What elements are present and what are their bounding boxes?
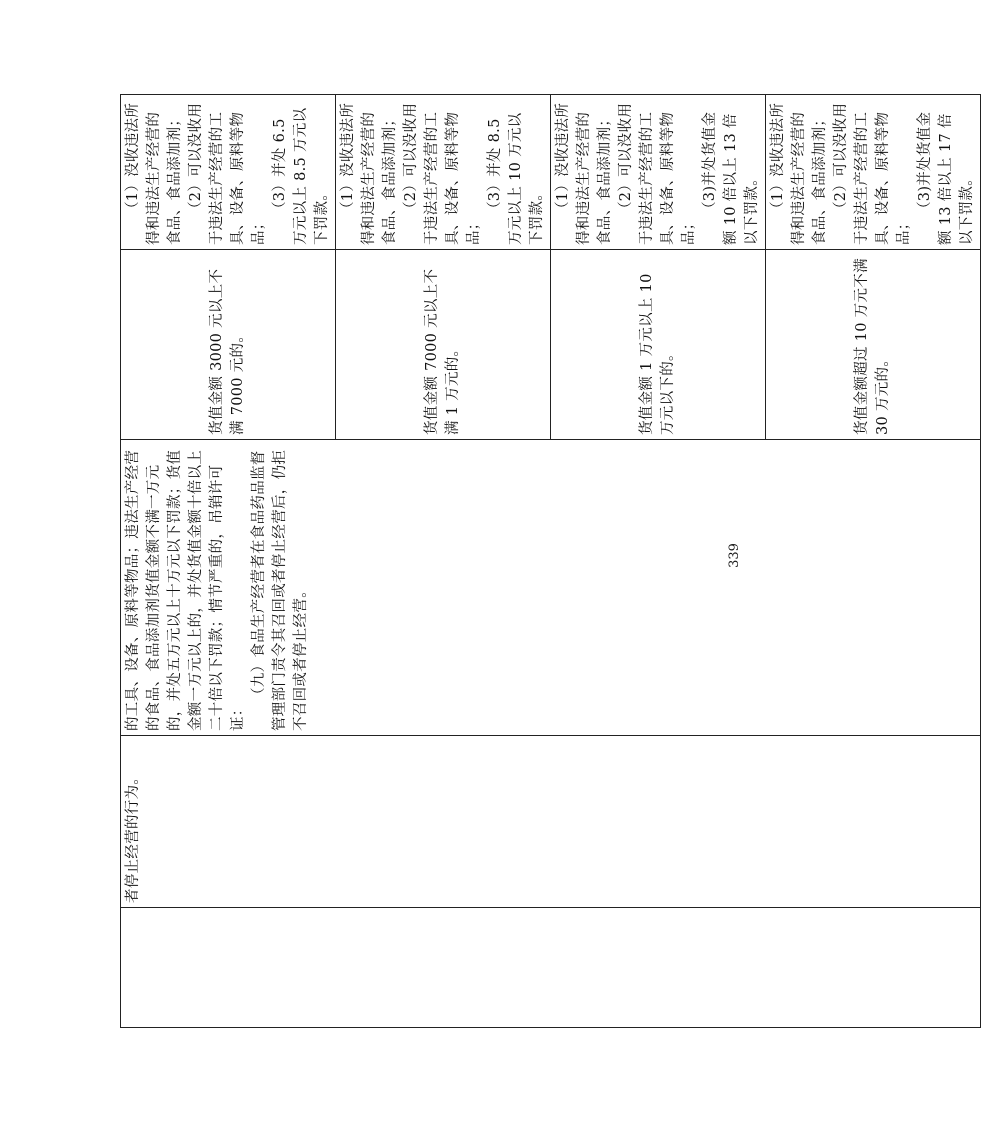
circumstance-text: 货值金额超过 10 万元不满 30 万元的。 bbox=[854, 258, 891, 435]
standard-cell bbox=[766, 95, 981, 250]
behavior-text: 者停止经营的行为。 bbox=[125, 769, 141, 903]
standard-item: （2）可以没收用于违法生产经营的工具、设备、原料等物品； bbox=[618, 102, 697, 245]
table-row bbox=[121, 95, 336, 1028]
standard-item: （1）没收违法所得和违法生产经营的食品、食品添加剂； bbox=[340, 102, 398, 245]
standard-cell bbox=[121, 95, 336, 250]
standard-item: （1）没收违法所得和违法生产经营的食品、食品添加剂； bbox=[770, 102, 828, 245]
standard-item: （1）没收违法所得和违法生产经营的食品、食品添加剂； bbox=[125, 102, 183, 245]
circumstance-text: 货值金额 1 万元以上 10 万元以下的。 bbox=[639, 273, 676, 435]
circumstance-cell bbox=[551, 250, 766, 440]
standard-item: （2）可以没收用于违法生产经营的工具、设备、原料等物品； bbox=[403, 102, 482, 245]
standard-item: （2）可以没收用于违法生产经营的工具、设备、原料等物品； bbox=[188, 102, 267, 245]
circumstance-text: 货值金额 7000 元以上不满 1 万元的。 bbox=[424, 268, 461, 435]
standard-item: （3)并处货值金额 10 倍以上 13 倍以下罚款。 bbox=[702, 111, 760, 245]
basis-paragraph-2: （九）食品生产经营者在食品药品监督管理部门责令其召回或者停止经营后，仍拒不召回或者停止经营。 bbox=[251, 449, 309, 731]
standard-item: （3）并处 6.5 万元以上 8.5 万元以下罚款。 bbox=[272, 107, 330, 245]
standard-item: （1）没收违法所得和违法生产经营的食品、食品添加剂； bbox=[555, 102, 613, 245]
circumstance-cell bbox=[336, 250, 551, 440]
standard-item: （3）并处 8.5 万元以上 10 万元以下罚款。 bbox=[487, 112, 545, 245]
circumstance-cell bbox=[121, 250, 336, 440]
behavior-cell bbox=[121, 736, 981, 908]
circumstance-text: 货值金额 3000 元以上不满 7000 元的。 bbox=[209, 268, 246, 435]
standard-item: （3)并处货值金额 13 倍以上 17 倍以下罚款。 bbox=[917, 111, 975, 245]
blank-cell bbox=[121, 908, 981, 1028]
basis-paragraph-1: 的工具、设备、原料等物品；违法生产经营的食品、食品添加剂货值金额不满一万元的，并处五万元以上十万元以下罚款；货值金额一万元以上的，并处货值金额十倍以上二十倍以下罚款；情节严重的，吊销许可证： bbox=[125, 449, 246, 731]
circumstance-cell bbox=[766, 250, 981, 440]
penalty-table bbox=[120, 94, 981, 1028]
standard-cell bbox=[551, 95, 766, 250]
standard-cell bbox=[336, 95, 551, 250]
page-number: 339 bbox=[726, 543, 742, 568]
legal-basis-cell bbox=[121, 440, 981, 736]
standard-item: （2）可以没收用于违法生产经营的工具、设备、原料等物品； bbox=[833, 102, 912, 245]
